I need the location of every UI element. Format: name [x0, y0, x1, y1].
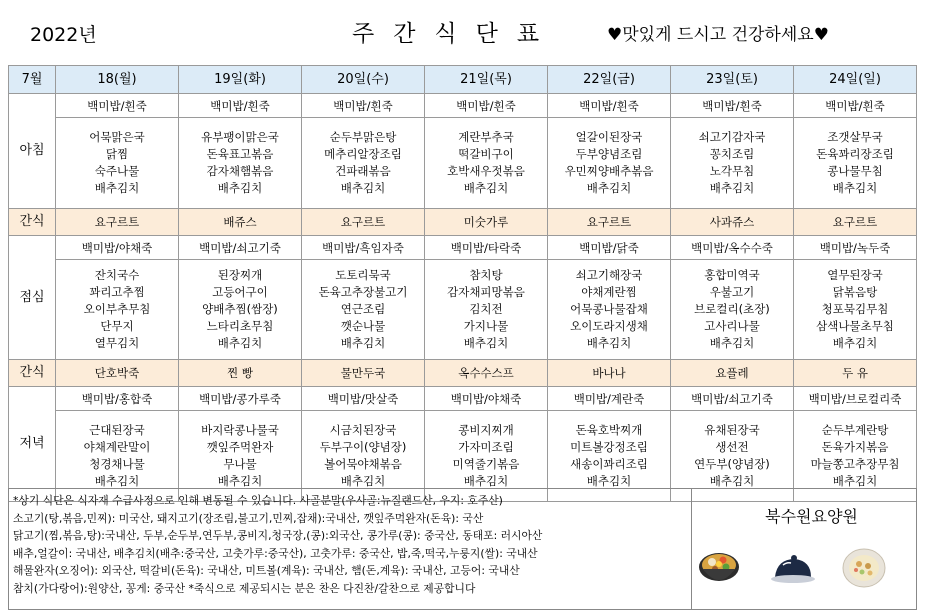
dish-item: 가자미조림: [458, 440, 514, 454]
year-label: 2022년: [30, 24, 97, 46]
dish-item: 닭볶음탕: [832, 285, 878, 299]
day-header: 19일(화): [179, 66, 302, 94]
snack-cell: 물만두국: [302, 360, 425, 387]
dish-item: 홍합미역국: [704, 268, 760, 282]
dish-item: 연두부(양념장): [694, 457, 770, 471]
rice-porridge-cell: 백미밥/야채죽: [425, 387, 548, 411]
day-header: 23일(토): [671, 66, 794, 94]
dish-item: 콩비지찌개: [458, 423, 514, 437]
dish-item: 배추김치: [463, 474, 509, 488]
side-dishes-cell: [56, 118, 179, 209]
cloche-icon: [769, 553, 817, 587]
dish-item: 순두부맑은탕: [329, 130, 397, 144]
day-header: 24일(일): [794, 66, 917, 94]
side-dishes-cell: [548, 118, 671, 209]
dish-item: 김치전: [469, 302, 503, 316]
dish-item: 잔치국수: [94, 268, 140, 282]
side-dishes-cell: [56, 260, 179, 360]
dish-item: 배추김치: [217, 336, 263, 350]
dish-item: 삼색나물초무침: [816, 319, 894, 333]
dish-item: 배추김치: [832, 336, 878, 350]
side-dishes-cell: [794, 118, 917, 209]
dish-item: 근대된장국: [89, 423, 145, 437]
breakfast-label: 아침: [9, 94, 56, 209]
side-dishes-cell: [302, 260, 425, 360]
dish-item: 깻잎주먹완자: [206, 440, 274, 454]
dish-item: 순두부계란탕: [821, 423, 889, 437]
dish-item: 미트볼강정조림: [570, 440, 648, 454]
day-header: 18(월): [56, 66, 179, 94]
dish-item: 콩나물무침: [827, 164, 883, 178]
salad-plate-icon: [841, 546, 887, 590]
snack-cell: 미숫가루: [425, 209, 548, 236]
dish-item: 바지락콩나물국: [201, 423, 279, 437]
side-dishes-cell: [671, 118, 794, 209]
dish-item: 오이도라지생채: [570, 319, 648, 333]
dish-item: 배추김치: [709, 181, 755, 195]
dish-item: 꽈리고추찜: [89, 285, 145, 299]
rice-porridge-cell: 백미밥/타락죽: [425, 236, 548, 260]
snack-cell: 찐 빵: [179, 360, 302, 387]
dish-item: 감자채햄볶음: [206, 164, 274, 178]
dish-item: 유채된장국: [704, 423, 760, 437]
rice-porridge-cell: 백미밥/야채죽: [56, 236, 179, 260]
note-line: 닭고기(찜,볶음,탕):국내산, 두부,순두부,연두부,콩비지,청국장,(콩):외국산, 콩가루(콩): 중국산, 동태포: 러시아산: [13, 529, 543, 542]
dish-item: 두부구이(양념장): [319, 440, 407, 454]
dish-item: 계란부추국: [458, 130, 514, 144]
day-header-row: [9, 66, 917, 94]
rice-porridge-cell: 백미밥/녹두죽: [794, 236, 917, 260]
dish-item: 열무김치: [94, 336, 140, 350]
dish-item: 돈육꽈리장조림: [816, 147, 894, 161]
dish-item: 배추김치: [586, 474, 632, 488]
dish-item: 배추김치: [340, 181, 386, 195]
dish-item: 배추김치: [709, 474, 755, 488]
side-dishes-cell: [179, 260, 302, 360]
snack-cell: 요구르트: [548, 209, 671, 236]
page-title: 주간식단표: [352, 21, 559, 47]
dish-item: 배추김치: [832, 474, 878, 488]
side-dishes-cell: [425, 260, 548, 360]
snack-cell: 두 유: [794, 360, 917, 387]
lunch-label: 점심: [9, 236, 56, 360]
dish-item: 배추김치: [586, 336, 632, 350]
dish-item: 느타리초무침: [206, 319, 274, 333]
dish-item: 꽁치조림: [709, 147, 755, 161]
dish-item: 우민찌양배추볶음: [564, 164, 654, 178]
dish-item: 노각무침: [709, 164, 755, 178]
rice-porridge-cell: 백미밥/흰죽: [179, 94, 302, 118]
dish-item: 브로컬리(초장): [694, 302, 770, 316]
dinner-label: 저녁: [9, 387, 56, 502]
rice-porridge-cell: 백미밥/쇠고기죽: [179, 236, 302, 260]
dish-item: 도토리묵국: [335, 268, 391, 282]
dinner-rice-row: [9, 387, 917, 411]
dish-item: 단무지: [100, 319, 134, 333]
note-line: 배추,얼갈이: 국내산, 배추김치(배추:중국산, 고춧가루:중국산), 고춧가루: 중국산, 밥,죽,떡국,누룽지(쌀): 국내산: [13, 546, 538, 560]
rice-porridge-cell: 백미밥/흰죽: [794, 94, 917, 118]
dish-item: 야채계란말이: [83, 440, 151, 454]
dish-item: 메추리알장조림: [324, 147, 402, 161]
dish-item: 돈육표고볶음: [206, 147, 274, 161]
dish-item: 배추김치: [94, 474, 140, 488]
breakfast-sides-row: [9, 118, 917, 209]
dish-item: 쇠고기감자국: [698, 130, 766, 144]
side-dishes-cell: [179, 118, 302, 209]
dish-item: 청포묵김무침: [821, 302, 889, 316]
dish-item: 떡갈비구이: [458, 147, 514, 161]
dish-item: 건파래볶음: [335, 164, 391, 178]
dish-item: 호박새우젓볶음: [447, 164, 525, 178]
dish-item: 배추김치: [217, 181, 263, 195]
side-dishes-cell: [548, 260, 671, 360]
side-dishes-cell: [794, 260, 917, 360]
dish-item: 시금치된장국: [329, 423, 397, 437]
rice-porridge-cell: 백미밥/계란죽: [548, 387, 671, 411]
breakfast-rice-row: [9, 94, 917, 118]
footer-divider: [691, 489, 692, 609]
dish-item: 닭찜: [105, 147, 129, 161]
dish-item: 조갯살무국: [827, 130, 883, 144]
dish-item: 고등어구이: [212, 285, 268, 299]
snack-cell: 요구르트: [56, 209, 179, 236]
lunch-sides-row: [9, 260, 917, 360]
dish-item: 고사리나물: [704, 319, 760, 333]
rice-porridge-cell: 백미밥/브로컬리죽: [794, 387, 917, 411]
rice-porridge-cell: 백미밥/흰죽: [302, 94, 425, 118]
side-dishes-cell: [302, 118, 425, 209]
dish-item: 된장찌개: [217, 268, 263, 282]
rice-porridge-cell: 백미밥/흰죽: [425, 94, 548, 118]
note-line: 참치(가다랑어):원양산, 꽁게: 중국산 *죽식으로 제공되시는 분은 찬은 다진찬/갈찬으로 제공합니다: [13, 581, 476, 595]
snack-label: 간식: [9, 209, 56, 236]
rice-porridge-cell: 백미밥/콩가루죽: [179, 387, 302, 411]
month-cell: 7월: [9, 66, 56, 94]
dish-item: 어묵맑은국: [89, 130, 145, 144]
dish-item: 배추김치: [709, 336, 755, 350]
lunch-rice-row: [9, 236, 917, 260]
dish-item: 양배추찜(쌈장): [202, 302, 278, 316]
dish-item: 가지나물: [463, 319, 509, 333]
footer-box: [8, 488, 917, 610]
dish-item: 돈육가지볶음: [821, 440, 889, 454]
dish-item: 깻순나물: [340, 319, 386, 333]
day-header: 22일(금): [548, 66, 671, 94]
rice-porridge-cell: 백미밥/맛살죽: [302, 387, 425, 411]
dish-item: 쇠고기해장국: [575, 268, 643, 282]
dish-item: 두부양념조림: [575, 147, 643, 161]
dish-item: 무나물: [223, 457, 257, 471]
dish-item: 청경채나물: [89, 457, 145, 471]
facility-name: 북수원요양원: [765, 507, 858, 526]
dish-item: 배추김치: [217, 474, 263, 488]
dish-item: 숙주나물: [94, 164, 140, 178]
rice-porridge-cell: 백미밥/쇠고기죽: [671, 387, 794, 411]
rice-porridge-cell: 백미밥/흰죽: [671, 94, 794, 118]
rice-porridge-cell: 백미밥/흰죽: [548, 94, 671, 118]
dish-item: 오이부추무침: [83, 302, 151, 316]
snack-cell: 배쥬스: [179, 209, 302, 236]
rice-porridge-cell: 백미밥/옥수수죽: [671, 236, 794, 260]
dish-item: 연근조림: [340, 302, 386, 316]
snack-cell: 단호박죽: [56, 360, 179, 387]
side-dishes-cell: [671, 260, 794, 360]
note-line: 소고기(탕,볶음,민찌): 미국산, 돼지고기(장조림,불고기,민찌,잡채):국내산, 깻잎주먹완자(돈육): 국산: [13, 511, 484, 525]
dish-item: 생선전: [715, 440, 749, 454]
dish-item: 배추김치: [832, 181, 878, 195]
dish-item: 배추김치: [463, 336, 509, 350]
dish-item: 새송이꽈리조림: [570, 457, 648, 471]
dish-item: 마늘쫑고추장무침: [810, 457, 900, 471]
dish-item: 참치탕: [469, 268, 503, 282]
dish-item: 돈육고추장불고기: [318, 285, 408, 299]
day-header: 20일(수): [302, 66, 425, 94]
rice-porridge-cell: 백미밥/홍합죽: [56, 387, 179, 411]
dish-item: 볼어묵야채볶음: [324, 457, 402, 471]
dish-item: 우불고기: [709, 285, 755, 299]
dish-item: 배추김치: [94, 181, 140, 195]
dish-item: 배추김치: [586, 181, 632, 195]
dish-item: 감자채피망볶음: [447, 285, 525, 299]
snack2-row: [9, 360, 917, 387]
dish-item: 야채계란찜: [581, 285, 637, 299]
day-header: 21일(목): [425, 66, 548, 94]
dish-item: 배추김치: [340, 474, 386, 488]
dish-item: 돈육호박찌개: [575, 423, 643, 437]
rice-porridge-cell: 백미밥/흰죽: [56, 94, 179, 118]
origin-notes: [13, 492, 653, 597]
rice-porridge-cell: 백미밥/흑임자죽: [302, 236, 425, 260]
dish-item: 얼갈이된장국: [575, 130, 643, 144]
snack-cell: 사과쥬스: [671, 209, 794, 236]
snack-cell: 요플레: [671, 360, 794, 387]
slogan: ♥맛있게 드시고 건강하세요♥: [607, 25, 829, 45]
note-line: *상기 식단은 식자재 수급사정으로 인해 변동될 수 있습니다. 사골분말(우사골:뉴질랜드산, 우지: 호주산): [13, 494, 503, 507]
snack-cell: 요구르트: [794, 209, 917, 236]
dish-item: 유부팽이맑은국: [201, 130, 279, 144]
page-header: [0, 0, 925, 62]
note-line: 해물완자(오징어): 외국산, 떡갈비(돈육): 국내산, 미트볼(계육): 국내산, 햄(돈,계육): 국내산, 고등어: 국내산: [13, 564, 520, 577]
dish-item: 열무된장국: [827, 268, 883, 282]
snack-label: 간식: [9, 360, 56, 387]
rice-porridge-cell: 백미밥/닭죽: [548, 236, 671, 260]
snack-cell: 옥수수스프: [425, 360, 548, 387]
snack1-row: [9, 209, 917, 236]
snack-cell: 바나나: [548, 360, 671, 387]
dish-item: 배추김치: [463, 181, 509, 195]
dish-item: 배추김치: [340, 336, 386, 350]
side-dishes-cell: [425, 118, 548, 209]
bibimbap-bowl-icon: [695, 545, 743, 593]
dish-item: 어묵콩나물잡채: [570, 302, 648, 316]
weekly-menu-table: [8, 65, 917, 502]
snack-cell: 요구르트: [302, 209, 425, 236]
dish-item: 미역줄기볶음: [452, 457, 520, 471]
